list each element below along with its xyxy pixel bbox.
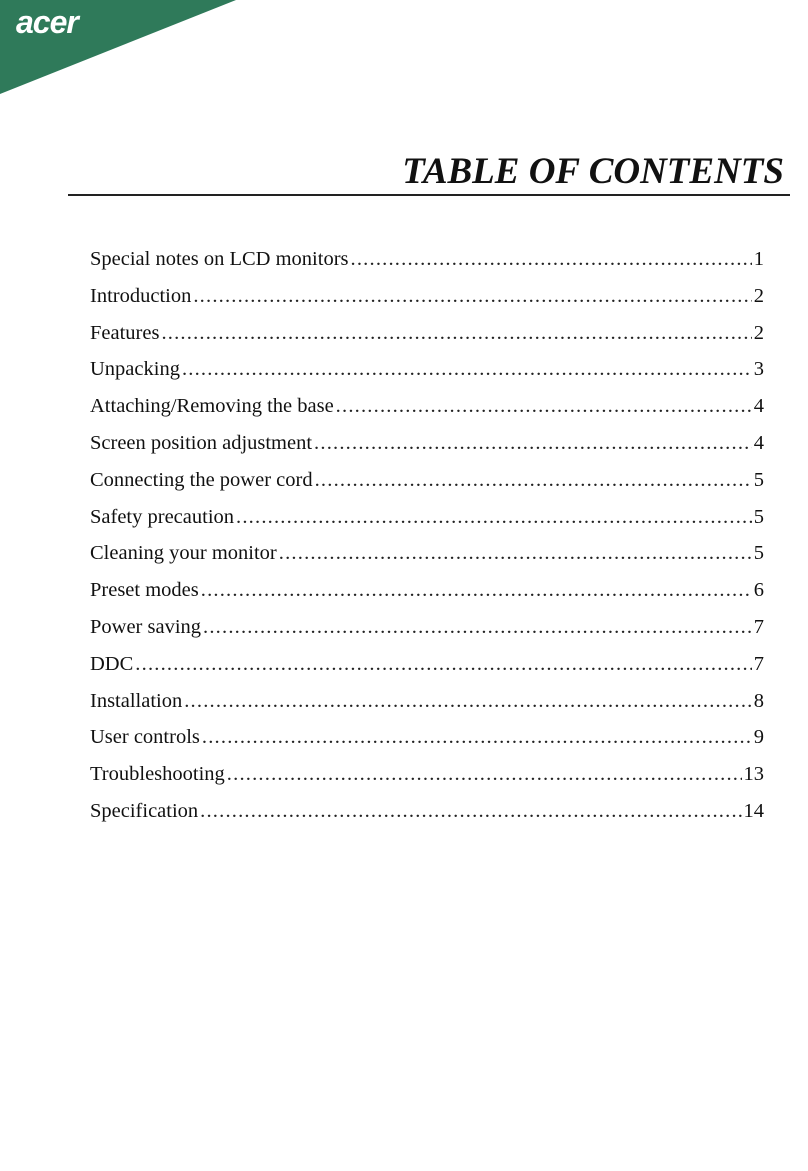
toc-entry-title: Preset modes bbox=[90, 579, 199, 602]
toc-page-number: 7 bbox=[753, 615, 764, 638]
toc-entry[interactable] bbox=[90, 469, 764, 506]
title-divider bbox=[68, 194, 790, 196]
toc-entry[interactable] bbox=[90, 395, 764, 432]
toc-entry-title: DDC bbox=[90, 652, 134, 675]
dot-leader bbox=[236, 506, 752, 529]
table-of-contents bbox=[90, 248, 764, 837]
dot-leader bbox=[193, 285, 751, 308]
toc-entry-title: Features bbox=[90, 321, 160, 344]
toc-entry-title: Installation bbox=[90, 689, 183, 712]
toc-entry[interactable] bbox=[90, 285, 764, 322]
toc-entry-title: Special notes on LCD monitors bbox=[90, 248, 349, 270]
toc-entry-title: Cleaning your monitor bbox=[90, 542, 277, 565]
toc-entry[interactable] bbox=[90, 690, 764, 727]
acer-logo: acer bbox=[16, 4, 78, 40]
dot-leader bbox=[184, 690, 752, 713]
toc-entry[interactable] bbox=[90, 726, 764, 763]
toc-entry-title: Attaching/Removing the base bbox=[90, 395, 334, 418]
dot-leader bbox=[161, 322, 751, 345]
dot-leader bbox=[202, 726, 752, 749]
toc-entry[interactable] bbox=[90, 800, 764, 837]
dot-leader bbox=[336, 395, 752, 418]
dot-leader bbox=[227, 763, 742, 786]
toc-page-number: 2 bbox=[753, 321, 764, 344]
toc-entry[interactable] bbox=[90, 322, 764, 359]
toc-page-number: 7 bbox=[753, 652, 764, 675]
dot-leader bbox=[351, 248, 752, 271]
toc-page-number: 13 bbox=[743, 763, 764, 786]
toc-page-number: 2 bbox=[753, 284, 764, 307]
toc-page-number: 6 bbox=[753, 579, 764, 602]
toc-page-number: 14 bbox=[743, 799, 764, 822]
toc-entry-title: Troubleshooting bbox=[90, 763, 225, 786]
dot-leader bbox=[279, 542, 752, 565]
dot-leader bbox=[203, 616, 752, 639]
toc-page-number: 8 bbox=[753, 689, 764, 712]
toc-entry[interactable] bbox=[90, 763, 764, 800]
toc-entry-title: Specification bbox=[90, 799, 199, 822]
toc-entry[interactable] bbox=[90, 248, 764, 285]
toc-page-number: 4 bbox=[753, 431, 764, 454]
toc-entry[interactable] bbox=[90, 653, 764, 690]
toc-entry[interactable] bbox=[90, 579, 764, 616]
dot-leader bbox=[201, 579, 752, 602]
toc-page-number: 9 bbox=[753, 726, 764, 749]
dot-leader bbox=[135, 653, 751, 676]
dot-leader bbox=[314, 432, 752, 455]
toc-entry[interactable] bbox=[90, 542, 764, 579]
toc-page-number: 5 bbox=[753, 468, 764, 491]
toc-entry-title: Unpacking bbox=[90, 358, 180, 381]
toc-page-number: 5 bbox=[753, 542, 764, 565]
dot-leader bbox=[200, 800, 741, 823]
toc-entry-title: Power saving bbox=[90, 615, 202, 638]
toc-entry-title: Introduction bbox=[90, 284, 192, 307]
toc-entry-title: Screen position adjustment bbox=[90, 431, 313, 454]
page-title: TABLE OF CONTENTS bbox=[402, 151, 784, 192]
toc-page-number: 5 bbox=[753, 505, 764, 528]
toc-entry-title: Connecting the power cord bbox=[90, 468, 313, 491]
toc-page-number: 3 bbox=[753, 358, 764, 381]
toc-entry-title: Safety precaution bbox=[90, 505, 235, 528]
toc-entry-title: User controls bbox=[90, 726, 200, 749]
toc-entry[interactable] bbox=[90, 358, 764, 395]
toc-page-number: 4 bbox=[753, 395, 764, 418]
toc-entry[interactable] bbox=[90, 432, 764, 469]
toc-entry[interactable] bbox=[90, 506, 764, 543]
acer-logo-banner bbox=[0, 0, 240, 96]
dot-leader bbox=[315, 469, 752, 492]
toc-entry[interactable] bbox=[90, 616, 764, 653]
toc-page-number: 1 bbox=[753, 248, 764, 270]
dot-leader bbox=[182, 358, 752, 381]
